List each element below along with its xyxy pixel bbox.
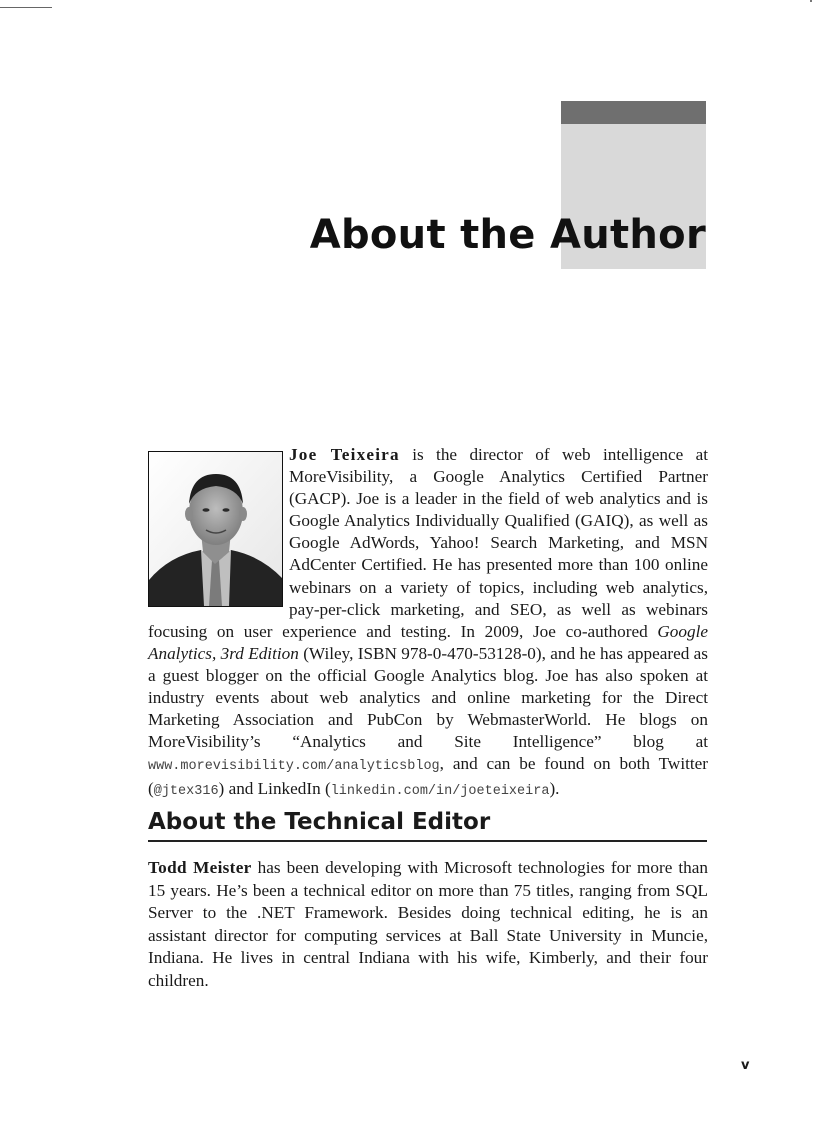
technical-editor-bio	[148, 857, 708, 993]
crop-mark	[0, 7, 52, 8]
book-title: Google Analytics, 3rd Edition	[148, 621, 708, 663]
author-bio-text-3: , and can be found on both Twitter (	[148, 754, 708, 799]
technical-editor-heading: About the Technical Editor	[148, 809, 707, 842]
author-bio	[148, 444, 708, 804]
author-name: Joe Teixeira	[289, 445, 400, 464]
crop-dot	[810, 0, 812, 2]
twitter-handle: @jtex316	[153, 784, 219, 800]
chapter-title: About the Author	[309, 212, 706, 258]
editor-name: Todd Meister	[148, 858, 252, 877]
author-bio-text-4: ) and LinkedIn (	[218, 779, 331, 799]
editor-bio-text: has been developing with Microsoft technologies for more than 15 years. He’s been a technical editor on more than 75 titles, ranging from SQL Server to the .NET Framework. Besides doing technical editing, he is an assistant director for computing services at Ball State University in Muncie, Indiana. He lives in central Indiana with his wife, Kimberly, and their four children.	[148, 858, 708, 990]
author-bio-text-1: is the director of web intelligence at MoreVisibility, a Google Analytics Certified Partner (GACP). Joe is a leader in the field of web analytics and is Google Analytics Individually Qualified (GAIQ), as well as Google AdWords, Yahoo! Search Marketing, and MSN AdCenter Certified. He has presented more than 100 online webinars on a variety of topics, including web analytics, pay-per-click marketing, and SEO, as well as webinars focusing on user experience and testing. In 2009, Joe co-authored	[148, 445, 708, 641]
photo-wrap-spacer	[148, 444, 289, 610]
page-number: v	[741, 1058, 750, 1073]
linkedin-url: linkedin.com/in/joeteixeira	[330, 784, 550, 800]
author-bio-text-5: ).	[549, 779, 560, 799]
blog-url: www.morevisibility.com/analyticsblog	[148, 759, 440, 775]
title-decoration-dark	[561, 101, 706, 124]
author-bio-text-2: (Wiley, ISBN 978-0-470-53128-0), and he has appeared as a guest blogger on the official Google Analytics blog. Joe has also spoken at industry events about web analytics and online marketing for the Direct Marketing Association and PubCon by WebmasterWorld. He blogs on MoreVisibility’s “Analytics and Site Intelligence” blog at	[148, 643, 708, 752]
